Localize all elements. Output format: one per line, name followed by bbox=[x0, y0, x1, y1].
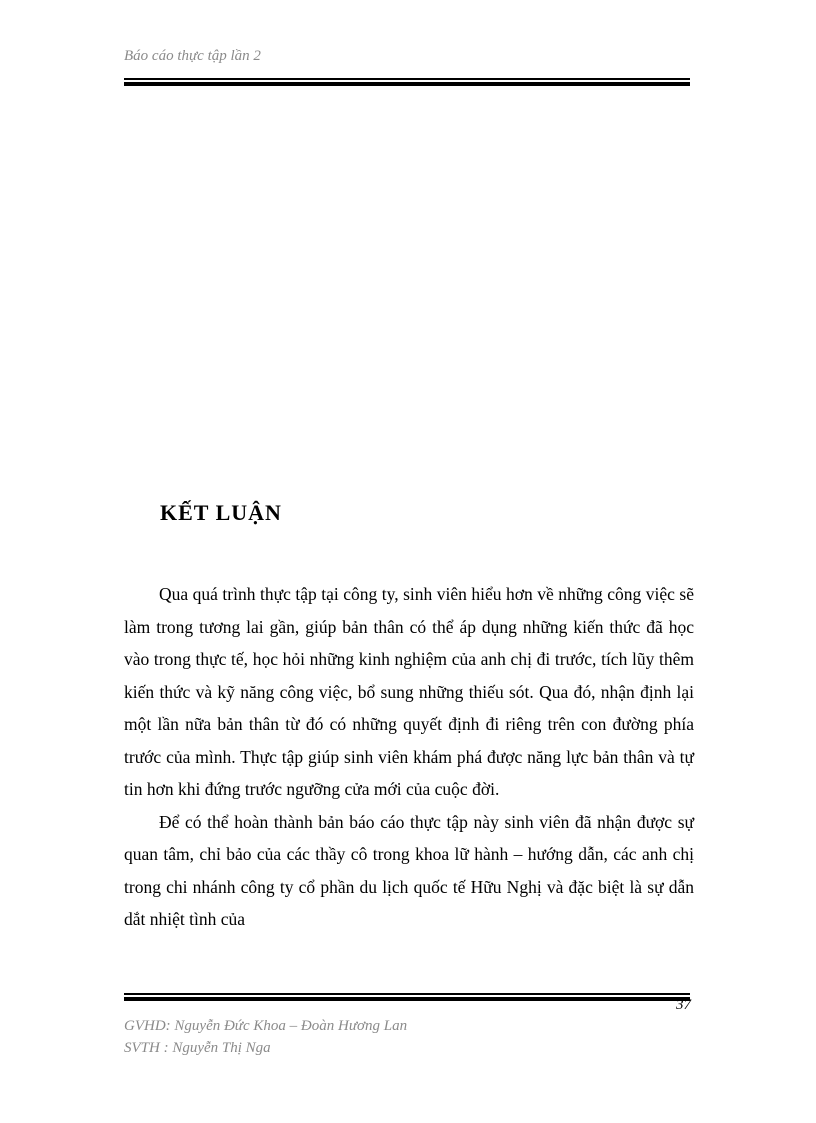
footer-advisor: GVHD: Nguyễn Đức Khoa – Đoàn Hương Lan bbox=[124, 1018, 408, 1034]
footer-rule-thin bbox=[124, 993, 690, 995]
body-text bbox=[124, 578, 694, 936]
footer-rule-thick bbox=[124, 997, 690, 1001]
page-number: 37 bbox=[676, 997, 691, 1013]
header-rule-thick bbox=[124, 82, 690, 86]
header-rule-thin bbox=[124, 78, 690, 80]
running-header: Báo cáo thực tập lần 2 bbox=[124, 48, 261, 64]
section-heading: KẾT LUẬN bbox=[160, 500, 282, 525]
paragraph: Để có thể hoàn thành bản báo cáo thực tập này sinh viên đã nhận được sự quan tâm, chỉ bảo của các thầy cô trong khoa lữ hành – hướng dẫn, các anh chị trong chi nhánh công ty cổ phần du lịch quốc tế Hữu Nghị và đặc biệt là sự dẫn dắt nhiệt tình của bbox=[124, 811, 694, 929]
footer-student: SVTH : Nguyễn Thị Nga bbox=[124, 1040, 271, 1056]
paragraph: Qua quá trình thực tập tại công ty, sinh viên hiểu hơn về những công việc sẽ làm trong tương lai gần, giúp bản thân có thể áp dụng những kiến thức đã học vào trong thực tế, học hỏi những kinh nghiệm của anh chị đi trước, tích lũy thêm kiến thức và kỹ năng công việc, bổ sung những thiếu sót. Qua đó, nhận định lại một lần nữa bản thân từ đó có những quyết định đi riêng trên con đường phía trước của mình. Thực tập giúp sinh viên khám phá được năng lực bản thân và tự tin hơn khi đứng trước ngưỡng cửa mới của cuộc đời. bbox=[124, 584, 694, 799]
